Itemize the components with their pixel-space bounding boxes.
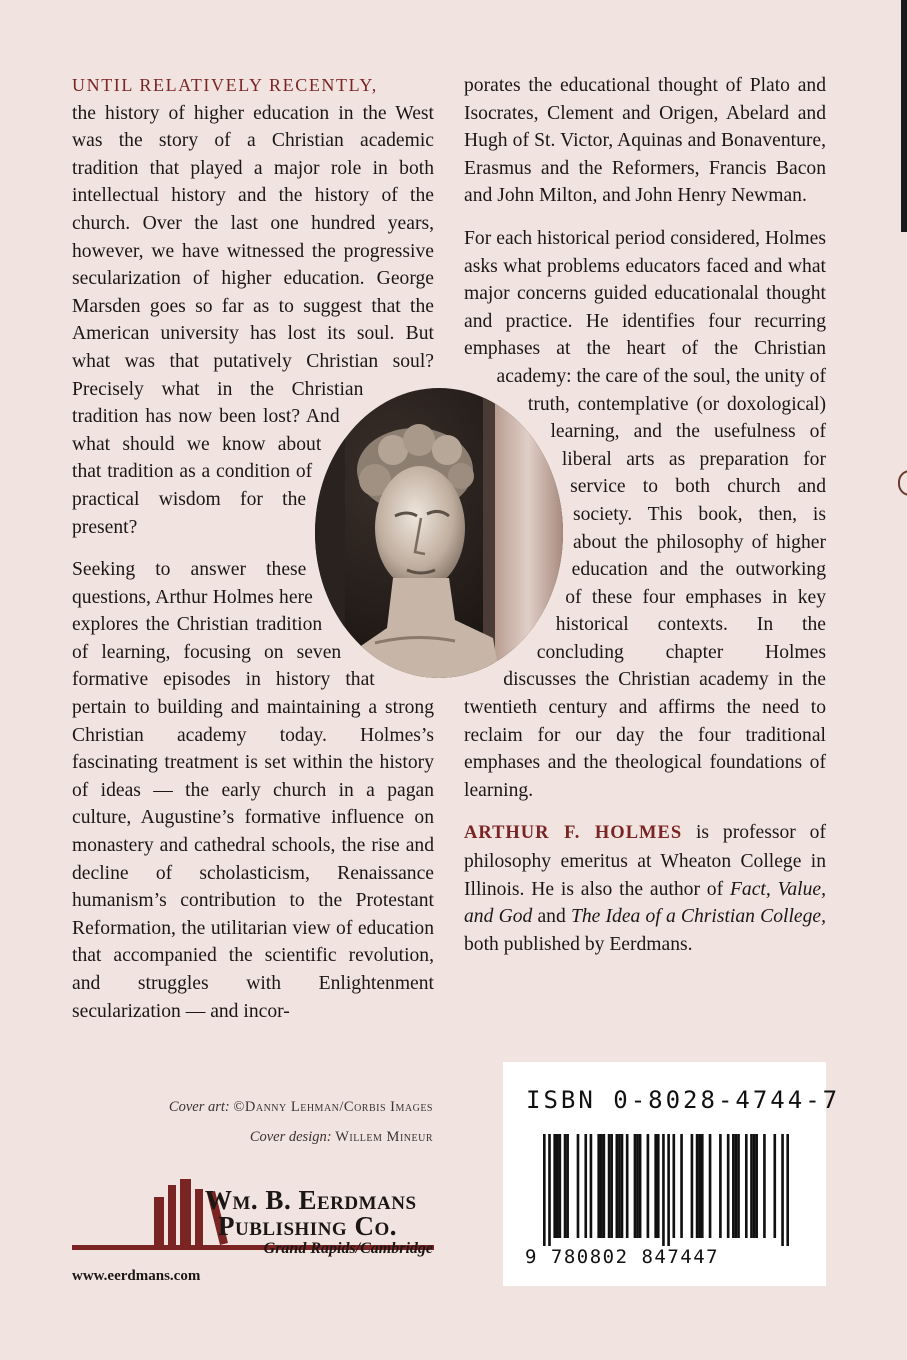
barcode-bar	[543, 1134, 546, 1246]
isbn-number: ISBN 0-8028-4744-7	[526, 1086, 841, 1114]
barcode-bar	[698, 1134, 701, 1238]
barcode-bar	[701, 1134, 704, 1238]
intro-text: the history of higher education in the West was the story of a Christian academic tradition that played a major role in both intellectual history and the history of the church. Over the last one hundred years, however, we have witnessed the progressive secularization of higher education. George Marsden goes so far as to suggest that the American university has lost its soul. But what was that putatively Christian soul? Precisely what in the Christian tradition has now been lost? And what should we know about that tradition as a condition of practical wisdom for the present?	[72, 102, 434, 538]
barcode-bar	[709, 1134, 712, 1238]
cover-art-credit: Cover art: ©Danny Lehman/Corbis Images	[168, 1099, 433, 1115]
bust-image	[315, 388, 563, 678]
barcode-bar	[639, 1134, 642, 1238]
barcode-bar	[647, 1134, 650, 1238]
barcode-bar	[727, 1134, 730, 1238]
book-title-idea-christian-college: The Idea of a Christian College,	[570, 906, 826, 928]
barcode-bar	[737, 1134, 740, 1238]
barcode-bar	[556, 1134, 559, 1238]
barcode-bar	[636, 1134, 639, 1238]
barcode-bar	[608, 1134, 611, 1238]
cover-design-credit: Cover design: Willem Mineur	[249, 1129, 433, 1145]
isbn-barcode-panel	[503, 1062, 841, 1286]
barcode-bar	[654, 1134, 657, 1238]
barcode-bar	[566, 1134, 569, 1238]
barcode-bar	[732, 1134, 735, 1238]
barcode-bar	[750, 1134, 753, 1238]
barcode-bar	[763, 1134, 766, 1238]
barcode-bar	[634, 1134, 637, 1238]
barcode-bar	[735, 1134, 738, 1238]
barcode-bar	[603, 1134, 606, 1238]
emphases-text: For each historical period considered, Holmes asks what problems educators faced and what major concerns guided educationalal thought and practice. He identifies four recurring emphases at the heart of the Christian academy: the care of the soul, the unity of truth, contemplative (or doxological) learning, and the usefulness of liberal arts as preparation for service to both church and society. This book, then, is about the philosophy of higher education and the outworking of these four emphases in key historical contexts. In the concluding chapter Holmes discusses the Christian academy in the twentieth century and affirms the need to reclaim for our day the four traditional emphases and the theological foundations of learning.	[464, 227, 826, 801]
book-title-fact-value-god: Fact, Value, and God	[464, 878, 827, 928]
barcode-bar	[773, 1134, 776, 1238]
barcode-bar	[667, 1134, 670, 1246]
barcode-bar	[600, 1134, 603, 1238]
barcode-bar	[590, 1134, 593, 1238]
barcode-bar	[691, 1134, 694, 1238]
barcode-bar	[755, 1134, 758, 1238]
barcode-bar	[621, 1134, 624, 1238]
publisher-name-line2: Publishing Co.	[218, 1211, 397, 1241]
barcode-bar	[786, 1134, 789, 1246]
ean-number: 9 780802 847447	[525, 1246, 720, 1268]
barcode-bar	[781, 1134, 784, 1246]
barcode-bar	[548, 1134, 551, 1246]
barcode-bar	[577, 1134, 580, 1238]
edge-crop-mark	[898, 470, 907, 496]
barcode-bar	[553, 1134, 556, 1238]
continuation-paragraph	[464, 72, 826, 210]
publisher-url[interactable]: www.eerdmans.com	[72, 1268, 201, 1284]
barcode-bar	[597, 1134, 600, 1238]
spine-edge-mark	[901, 0, 907, 232]
classical-bust-photo	[315, 388, 563, 678]
barcode-bar	[559, 1134, 562, 1238]
barcode-bar	[719, 1134, 722, 1238]
barcode-bar	[745, 1134, 748, 1238]
barcode-bar	[680, 1134, 683, 1238]
barcode-bar	[616, 1134, 619, 1238]
author-bio: ARTHUR F. HOLMES is professor of philosophy emeritus at Wheaton College in Illinois. He is also the author of Fact, Value, and God and The Idea of a Christian College, both published by Eerdmans.	[464, 822, 827, 955]
publisher-name-line1: Wm. B. Eerdmans	[205, 1185, 417, 1215]
barcode-bar	[610, 1134, 613, 1238]
continuation-text: porates the educational thought of Plato and Isocrates, Clement and Origen, Abelard and Hugh of St. Victor, Aquinas and Bonaventure, Erasmus and the Reformers, Francis Bacon and John Milton, and John Henry Newman.	[464, 75, 826, 207]
barcode-bar	[662, 1134, 665, 1246]
barcode-icon	[543, 1134, 789, 1246]
holmes-text: Seeking to answer these questions, Arthur Holmes here explores the Christian tradition of learning, focusing on seven formative episodes in history that pertain to building and maintaining a strong Christian academy today. Holmes’s fascinating treatment is set within the history of ideas — the early church in a pagan culture, Augustine’s formative influence on monastery and cathedral schools, the rise and decline of scholasticism, Renaissance humanism’s contribution to the Protestant Reformation, the utilitarian view of education that accompanied the scientific revolution, and struggles with Enlightenment secularization — and incor-	[72, 559, 434, 1022]
barcode-bar	[626, 1134, 629, 1238]
lead-in-caps: UNTIL RELATIVELY RECENTLY,	[72, 75, 378, 95]
barcode-bar	[753, 1134, 756, 1238]
barcode-bar	[672, 1134, 675, 1238]
barcode-bar	[657, 1134, 660, 1238]
author-name: ARTHUR F. HOLMES	[464, 823, 683, 844]
barcode-bar	[696, 1134, 699, 1238]
barcode-bar	[584, 1134, 587, 1238]
barcode-bar	[564, 1134, 567, 1238]
publisher-place: Grand Rapids/Cambridge	[263, 1240, 433, 1257]
barcode-bar	[618, 1134, 621, 1238]
